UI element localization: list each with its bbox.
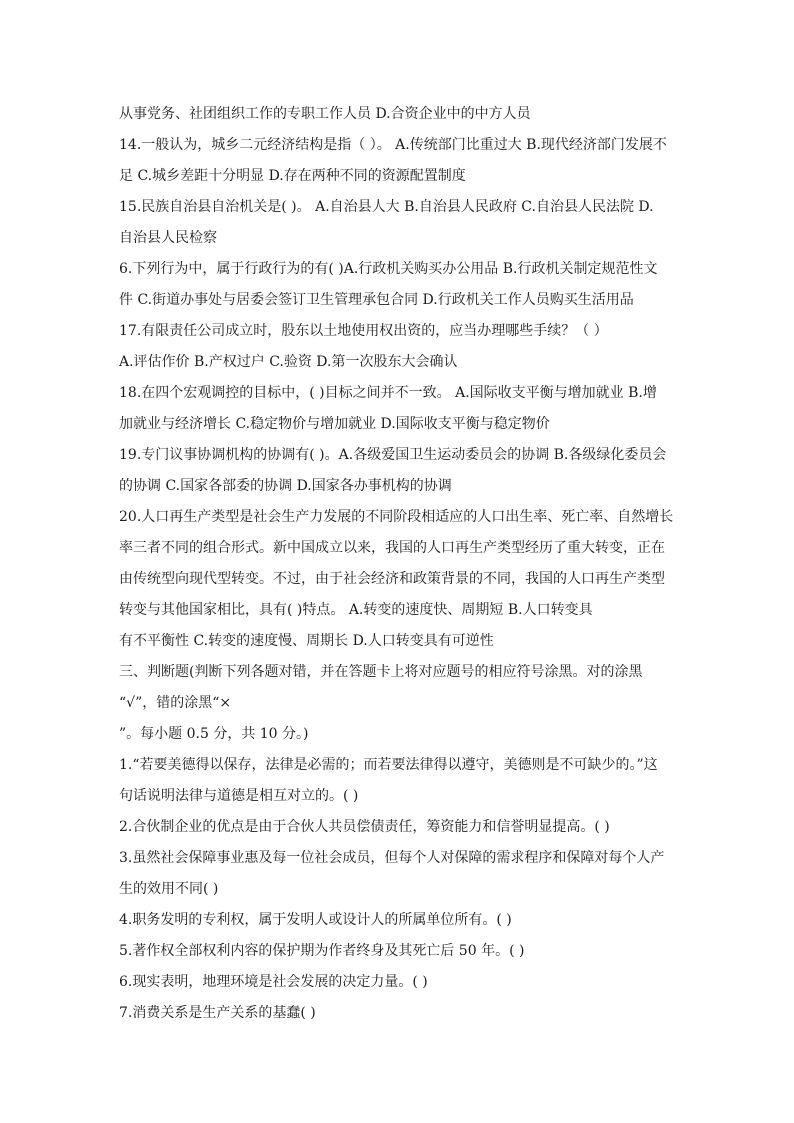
text-line: 从事党务、社团组织工作的专职工作人员 D.合资企业中的中方人员 <box>119 106 531 122</box>
text-line: 17.有限责任公司成立时，股东以土地使用权出资的，应当办理哪些手续？（ ） <box>119 323 608 339</box>
text-line: 2.合伙制企业的优点是由于合伙人共员偿债责任，筹资能力和信誉明显提高。( ) <box>119 819 610 835</box>
text-line: 件 C.街道办事处与居委会签订卫生管理承包合同 D.行政机关工作人员购买生活用品 <box>119 292 634 308</box>
text-line: 15.民族自治县自治机关是( )。 A.自治县人大 B.自治县人民政府 C.自治县人民法院 D. <box>119 199 654 215</box>
text-line: 14.一般认为，城乡二元经济结构是指（ ）。 A.传统部门比重过大 B.现代经济部门发展不 <box>119 137 667 153</box>
text-line: A.评估作价 B.产权过户 C.验资 D.第一次股东大会确认 <box>119 354 458 370</box>
text-line: 句话说明法律与道德是相互对立的。( ) <box>119 788 359 804</box>
text-line: 转变与其他国家相比，具有( )特点。 A.转变的速度快、周期短 B.人口转变具 <box>119 602 593 618</box>
text-line: 20.人口再生产类型是社会生产力发展的不同阶段相适应的人口出生率、死亡率、自然增长 <box>119 509 674 525</box>
text-line: 18.在四个宏观调控的目标中，( )目标之间并不一致。 A.国际收支平衡与增加就业 B.增 <box>119 385 657 401</box>
text-line: 6.下列行为中，属于行政行为的有( )A.行政机关购买办公用品 B.行政机关制定规范性文 <box>119 261 658 277</box>
text-line: 1.“若要美德得以保存，法律是必需的；而若要法律得以遵守，美德则是不可缺少的。”这 <box>119 757 658 773</box>
text-line: 7.消费关系是生产关系的基蠢( ) <box>119 1005 316 1021</box>
text-line: 由传统型向现代型转变。不过，由于社会经济和政策背景的不同，我国的人口再生产类型 <box>119 571 665 587</box>
document-body <box>119 99 679 1029</box>
text-line: “√”，错的涂黑“× <box>119 695 232 711</box>
text-line: 足 C.城乡差距十分明显 D.存在两种不同的资源配置制度 <box>119 168 466 184</box>
text-line: 的协调 C.国家各部委的协调 D.国家各办事机构的协调 <box>119 478 452 494</box>
text-line: 6.现实表明，地理环境是社会发展的决定力量。( ) <box>119 974 428 990</box>
text-line: 生的效用不同( ) <box>119 881 219 897</box>
text-line: 4.职务发明的专利权，属于发明人或设计人的所属单位所有。( ) <box>119 912 512 928</box>
text-line: 自治县人民检察 <box>119 230 217 246</box>
text-line: 5.著作权全部权利内容的保护期为作者终身及其死亡后 50 年。( ) <box>119 943 525 959</box>
text-line: 率三者不同的组合形式。新中国成立以来，我国的人口再生产类型经历了重大转变，正在 <box>119 540 665 556</box>
text-line: ”。每小题 0.5 分，共 10 分。) <box>119 726 309 742</box>
text-line: 19.专门议事协调机构的协调有( )。A.各级爱国卫生运动委员会的协调 B.各级绿化委员会 <box>119 447 667 463</box>
text-line: 加就业与经济增长 C.稳定物价与增加就业 D.国际收支平衡与稳定物价 <box>119 416 550 432</box>
text-line: 有不平衡性 C.转变的速度慢、周期长 D.人口转变具有可逆性 <box>119 633 494 649</box>
text-line: 3.虽然社会保障事业惠及每一位社会成员，但每个人对保障的需求程序和保障对每个人产 <box>119 850 665 866</box>
section-heading: 三、判断题(判断下列各题对错，并在答题卡上将对应题号的相应符号涂黑。对的涂黑 <box>119 664 643 680</box>
